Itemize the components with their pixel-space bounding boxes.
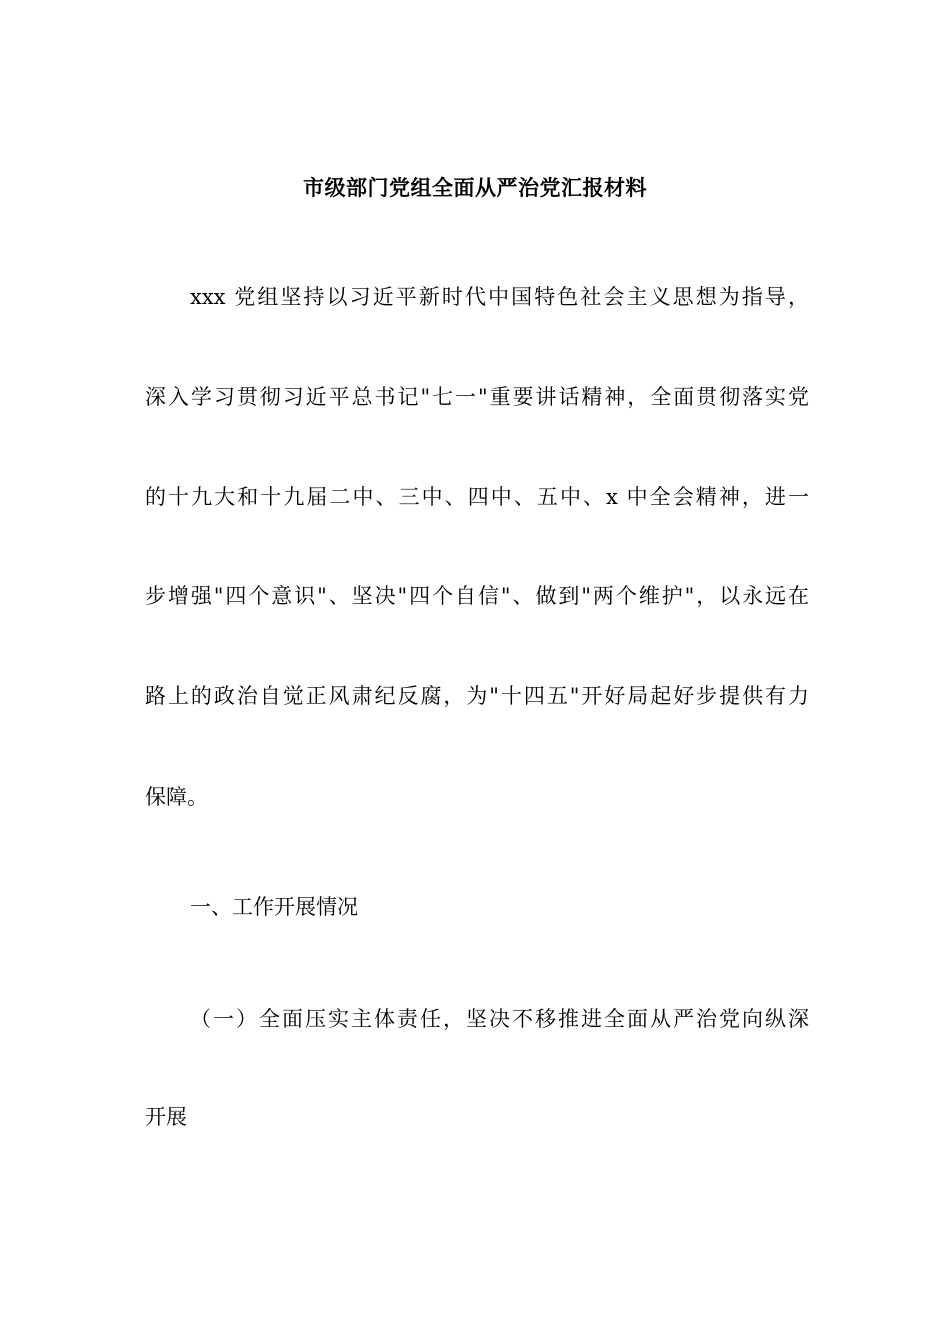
paragraph-line: 的十九大和十九届二中、三中、四中、五中、x 中全会精神，进一 [145,485,809,509]
document-title: 市级部门党组全面从严治党汇报材料 [303,175,647,200]
paragraph-line: 步增强"四个意识"、坚决"四个自信"、做到"两个维护"，以永远在 [145,584,809,608]
paragraph-line: 保障。 [145,785,208,809]
section-heading: 一、工作开展情况 [190,895,358,919]
subsection-heading-line: 开展 [145,1105,187,1129]
paragraph-line: 深入学习贯彻习近平总书记"七一"重要讲话精神，全面贯彻落实党 [145,385,809,409]
paragraph-line: 路上的政治自觉正风肃纪反腐，为"十四五"开好局起好步提供有力 [145,684,809,708]
subsection-heading-line: （一）全面压实主体责任，坚决不移推进全面从严治党向纵深 [190,1007,809,1031]
paragraph-line: xxx 党组坚持以习近平新时代中国特色社会主义思想为指导， [190,285,809,309]
